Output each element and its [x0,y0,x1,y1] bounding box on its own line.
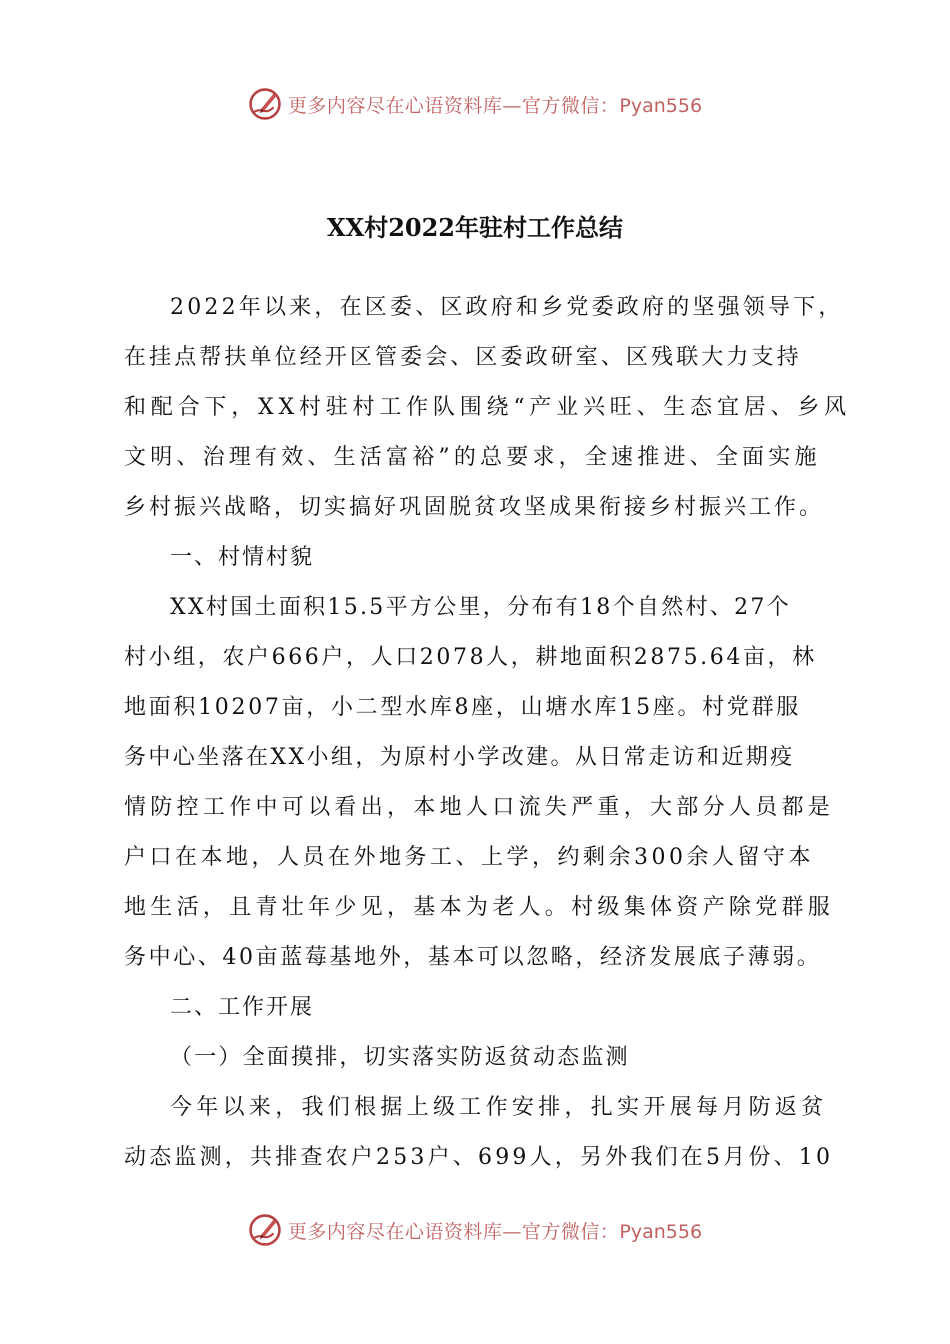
watermark-text: 更多内容尽在心语资料库—官方微信：Pyan556 [287,1220,703,1243]
paragraph-line: 在挂点帮扶单位经开区管委会、区委政研室、区残联大力支持 [124,345,802,370]
watermark-banner-bottom [0,1210,950,1250]
pen-logo-icon [248,87,282,121]
paragraph-line: 动态监测，共排查农户253户、699人，另外我们在5月份、10 [124,1145,834,1170]
paragraph-line: 文明、治理有效、生活富裕”的总要求，全速推进、全面实施 [124,445,821,470]
section-heading: 一、村情村貌 [170,545,315,570]
paragraph-line: 和配合下，XX村驻村工作队围绕“产业兴旺、生态宜居、乡风 [124,395,851,420]
wechat-id: Pyan556 [619,1220,703,1243]
watermark-text: 更多内容尽在心语资料库—官方微信：Pyan556 [287,94,703,117]
paragraph-line: 地面积10207亩，小二型水库8座，山塘水库15座。村党群服 [124,695,801,720]
section-heading: 二、工作开展 [170,995,315,1020]
paragraph-line: 户口在本地，人员在外地务工、上学，约剩余300余人留守本 [124,845,814,870]
paragraph-line: 2022年以来，在区委、区政府和乡党委政府的坚强领导下， [170,295,844,320]
paragraph-line: 乡村振兴战略，切实搞好巩固脱贫攻坚成果衔接乡村振兴工作。 [124,495,825,520]
wechat-id: Pyan556 [619,94,703,117]
page-title: XX村2022年驻村工作总结 [326,213,624,242]
paragraph-line: 地生活，且青壮年少见，基本为老人。村级集体资产除党群服 [124,895,835,920]
paragraph-line: 务中心坐落在XX小组，为原村小学改建。从日常走访和近期疫 [124,745,795,770]
paragraph-line: 今年以来，我们根据上级工作安排，扎实开展每月防返贫 [170,1095,828,1120]
watermark-banner-top [0,84,950,124]
paragraph-line: 村小组，农户666户，人口2078人，耕地面积2875.64亩，林 [124,645,817,670]
paragraph-line: XX村国土面积15.5平方公里，分布有18个自然村、27个 [170,595,791,620]
paragraph-line: 情防控工作中可以看出，本地人口流失严重，大部分人员都是 [124,795,835,820]
subsection-heading: （一）全面摸排，切实落实防返贫动态监测 [170,1045,630,1070]
pen-logo-icon [248,1213,282,1247]
paragraph-line: 务中心、40亩蓝莓基地外，基本可以忽略，经济发展底子薄弱。 [124,945,822,970]
